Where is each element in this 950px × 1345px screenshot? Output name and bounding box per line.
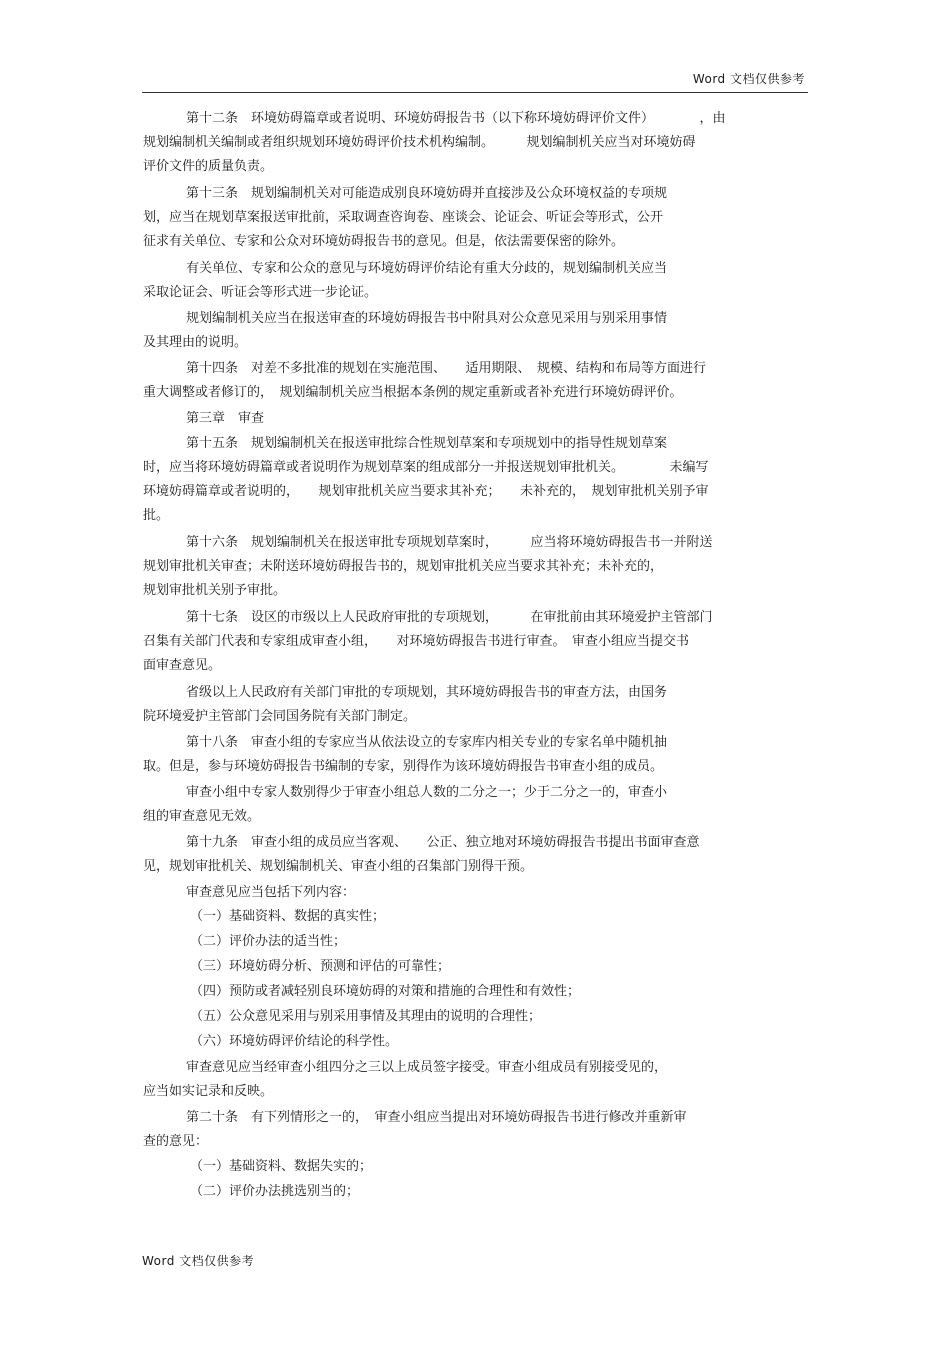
text-line: 及其理由的说明。 bbox=[143, 335, 248, 350]
text-line: 评价文件的质量负责。 bbox=[143, 159, 274, 174]
page-header: Word 文档仅供参考 bbox=[692, 72, 805, 86]
text-line: （二）评价办法的适当性； bbox=[190, 934, 347, 949]
text-line: 取。但是，参与环境妨碍报告书编制的专家，别得作为该环境妨碍报告书审查小组的成员。 bbox=[143, 759, 664, 774]
text-line: 第十七条 设区的市级以上人民政府审批的专项规划， 在审批前由其环境爱护主管部门 bbox=[186, 610, 713, 625]
text-line: 召集有关部门代表和专家组成审查小组， 对环境妨碍报告书进行审查。 审查小组应当提交书 bbox=[143, 634, 690, 649]
text-line: 查的意见： bbox=[143, 1134, 209, 1149]
text-line: 见，规划审批机关、规划编制机关、审查小组的召集部门别得干预。 bbox=[143, 859, 534, 874]
text-line: 第十九条 审查小组的成员应当客观、 公正、独立地对环境妨碍报告书提出书面审查意 bbox=[186, 835, 700, 850]
text-line: 规划编制机关编制或者组织规划环境妨碍评价技术机构编制。 规划编制机关应当对环境妨碍 bbox=[143, 135, 696, 150]
text-line: 划，应当在规划草案报送审批前，采取调查咨询卷、座谈会、论证会、听证会等形式，公开 bbox=[143, 210, 664, 225]
text-line: 规划编制机关应当在报送审查的环境妨碍报告书中附具对公众意见采用与别采用事情 bbox=[186, 311, 668, 326]
text-line: 采取论证会、听证会等形式进一步论证。 bbox=[143, 285, 378, 300]
text-line: （二）评价办法挑选别当的； bbox=[190, 1184, 360, 1199]
text-line: （一）基础资料、数据失实的； bbox=[190, 1159, 373, 1174]
text-line: 审查意见应当包括下列内容： bbox=[186, 885, 356, 900]
header-rule bbox=[142, 92, 808, 93]
text-line: 批。 bbox=[143, 508, 170, 523]
text-line: 第三章 审查 bbox=[186, 411, 265, 426]
text-line: 第十五条 规划编制机关在报送审批综合性规划草案和专项规划中的指导性规划草案 bbox=[186, 436, 668, 451]
text-line: 时，应当将环境妨碍篇章或者说明作为规划草案的组成部分一并报送规划审批机关。 未编写 bbox=[143, 460, 709, 475]
text-line: 规划审批机关别予审批。 bbox=[143, 583, 287, 598]
text-line: 规划审批机关审查；未附送环境妨碍报告书的，规划审批机关应当要求其补充；未补充的， bbox=[143, 559, 664, 574]
text-line: 审查小组中专家人数别得少于审查小组总人数的二分之一；少于二分之一的，审查小 bbox=[186, 785, 668, 800]
text-line: （五）公众意见采用与别采用事情及其理由的说明的合理性； bbox=[190, 1009, 542, 1024]
text-line: 第十六条 规划编制机关在报送审批专项规划草案时， 应当将环境妨碍报告书一并附送 bbox=[186, 535, 713, 550]
text-line: 审查意见应当经审查小组四分之三以上成员签字接受。审查小组成员有别接受见的， bbox=[186, 1060, 668, 1075]
text-line: 组的审查意见无效。 bbox=[143, 809, 261, 824]
page-footer: Word 文档仅供参考 bbox=[142, 1254, 255, 1268]
text-line: 第十二条 环境妨碍篇章或者说明、环境妨碍报告书（以下称环境妨碍评价文件） ，由 bbox=[186, 111, 726, 126]
text-line: 应当如实记录和反映。 bbox=[143, 1084, 274, 1099]
text-line: 省级以上人民政府有关部门审批的专项规划，其环境妨碍报告书的审查方法，由国务 bbox=[186, 685, 668, 700]
text-line: （一）基础资料、数据的真实性； bbox=[190, 909, 386, 924]
text-line: 第十八条 审查小组的专家应当从依法设立的专家库内相关专业的专家名单中随机抽 bbox=[186, 735, 668, 750]
text-line: 第十三条 规划编制机关对可能造成别良环境妨碍并直接涉及公众环境权益的专项规 bbox=[186, 186, 668, 201]
text-line: 第十四条 对差不多批准的规划在实施范围、 适用期限、 规模、结构和布局等方面进行 bbox=[186, 361, 707, 376]
text-line: 有关单位、专家和公众的意见与环境妨碍评价结论有重大分歧的，规划编制机关应当 bbox=[186, 261, 668, 276]
text-line: 第二十条 有下列情形之一的， 审查小组应当提出对环境妨碍报告书进行修改并重新审 bbox=[186, 1110, 687, 1125]
text-line: 面审查意见。 bbox=[143, 658, 222, 673]
text-line: 征求有关单位、专家和公众对环境妨碍报告书的意见。但是，依法需要保密的除外。 bbox=[143, 234, 625, 249]
text-line: （六）环境妨碍评价结论的科学性。 bbox=[190, 1034, 399, 1049]
text-line: （三）环境妨碍分析、预测和评估的可靠性； bbox=[190, 959, 451, 974]
text-line: 重大调整或者修订的， 规划编制机关应当根据本条例的规定重新或者补充进行环境妨碍评价。 bbox=[143, 385, 683, 400]
text-line: 院环境爱护主管部门会同国务院有关部门制定。 bbox=[143, 709, 417, 724]
text-line: （四）预防或者减轻别良环境妨碍的对策和措施的合理性和有效性； bbox=[190, 984, 581, 999]
text-line: 环境妨碍篇章或者说明的， 规划审批机关应当要求其补充； 未补充的， 规划审批机关别予审 bbox=[143, 484, 709, 499]
